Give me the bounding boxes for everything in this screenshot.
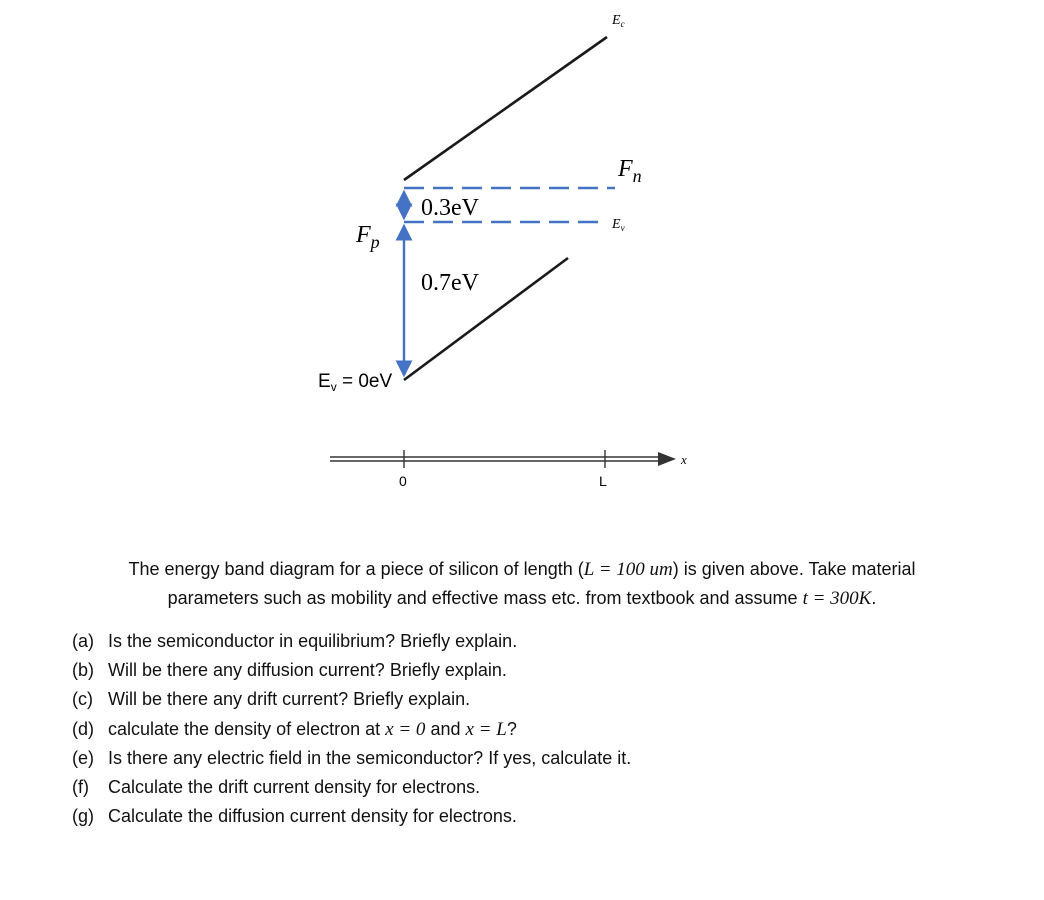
question-letter: (a) <box>72 631 94 651</box>
intro-line1-b: ) is given above. Take material <box>672 559 916 579</box>
problem-statement <box>40 555 1004 613</box>
fn-label: $F_n$ <box>618 156 642 186</box>
question-list <box>72 627 972 831</box>
question-letter: (d) <box>72 718 94 739</box>
tick-l-label: L <box>599 473 607 489</box>
question-f <box>72 773 972 802</box>
gap-03ev-label: 0.3eV <box>421 195 479 221</box>
question-d-math-b: x = L <box>465 718 507 740</box>
question-text: Calculate the drift current density for electrons. <box>108 777 481 798</box>
conduction-band-line <box>404 37 607 180</box>
question-letter: (c) <box>72 689 93 710</box>
question-text <box>108 715 517 744</box>
question-d-text-a: calculate the density of electron at <box>108 718 386 739</box>
intro-line2-math: t = 300K <box>802 588 872 609</box>
intro-line1-a: The energy band diagram for a piece of silicon of length ( <box>128 559 584 579</box>
question-d-text-c: ? <box>506 718 517 739</box>
question-text: Is the semiconductor in equilibrium? Briefly explain. <box>108 631 518 651</box>
intro-line2-a: parameters such as mobility and effective mass etc. from textbook and assume <box>167 588 803 608</box>
question-d <box>72 715 972 744</box>
tick-zero-label: 0 <box>399 473 407 489</box>
intro-line2-b: . <box>871 588 877 608</box>
question-g <box>72 802 972 831</box>
gap-07ev-label: 0.7eV <box>421 270 479 296</box>
ev-zero-label: $E_v = 0eV$ <box>318 371 393 394</box>
x-axis-arrowhead <box>658 452 676 466</box>
question-letter: (f) <box>72 777 89 798</box>
question-letter: (b) <box>72 660 94 681</box>
ec-label: $E_c$ <box>612 13 625 29</box>
question-text: Calculate the diffusion current density for electrons. <box>108 806 517 827</box>
question-d-text-b: and <box>425 718 466 739</box>
question-text: Will be there any drift current? Briefly explain. <box>108 689 471 710</box>
question-b <box>72 656 972 685</box>
intro-line1-math: L = 100 um <box>583 559 673 580</box>
question-letter: (e) <box>72 747 94 768</box>
question-e <box>72 744 972 773</box>
x-axis-label: x <box>681 452 687 467</box>
ev-right-label: $E_v$ <box>612 217 625 233</box>
fp-label: $F_p$ <box>356 222 380 252</box>
question-text: Will be there any diffusion current? Briefly explain. <box>108 660 507 681</box>
question-a <box>72 627 972 656</box>
question-letter: (g) <box>72 806 94 827</box>
question-c <box>72 685 972 714</box>
question-text: Is there any electric field in the semiconductor? If yes, calculate it. <box>108 747 632 768</box>
question-d-math-a: x = 0 <box>385 718 426 740</box>
